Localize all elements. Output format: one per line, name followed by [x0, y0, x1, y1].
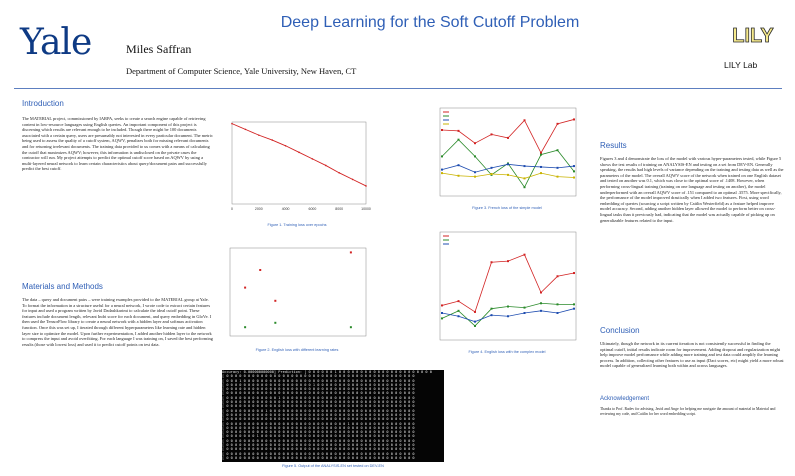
- output-line: [ 0 0 0 0 0 0 0 0 0 0 0 0 1 0 0 0 0 0 0 0 0 0 0 0 0 0 0 0 0 0 0 0 0 0 0 0 0 0 0 0 0 0 0 0: [222, 395, 415, 400]
- data-point: [338, 172, 340, 174]
- author-name: Miles Saffran: [126, 42, 192, 56]
- series-red-point: [458, 130, 460, 132]
- series-yellow-point: [573, 177, 575, 179]
- figure-2-chart: [222, 242, 372, 342]
- series-red-point: [540, 291, 542, 293]
- series-red-point: [491, 133, 493, 135]
- series-blue-line: [442, 164, 574, 172]
- series-red-point: [458, 300, 460, 302]
- series-yellow-point: [540, 172, 542, 174]
- series-red-point: [474, 142, 476, 144]
- acknowledgement-text: Thanks to Prof. Radev for advising, Javid and Ange for helping me navigate the amount of material in Material and reviewing my code, and Caitlin for her word embedding script.: [600, 407, 776, 416]
- results-text: Figures 3 and 4 demonstrate the loss of the model with various hyper-parameters tested, while Figure 5 shows the test results of training on ANALYSIS-EN and testing on a set from DEV-EN. Generally speaking, the results had high levels of variance depending on the training and testing data as well as the parameters of the model. The overall AQWV score of the network when trained on one English dataset and tested on another was 0.1, which was close to the optimal score of .1408. However, when performing cross-lingual training (training on one language and testing on another), the model underperformed with an overall AQWV score of .151 compared to an optimal .3575. More specifically, the performance of the model improved drastically when I added two features. First, using word embedding of queries (sourcing a script written by Caitlin Westerfield) as a feature helped improve model accuracy. Second, adding another hidden layer allowed the model to perform better on cross-lingual tasks than it previously had, indicating that the model was actually capable of picking up on generalizable features related to the input.: [600, 156, 784, 223]
- output-line: [ 0 0 0 0 0 0 0 0 0 0 0 0 0 0 0 0 0 0 0 0 0 0 0 0 0 0 0 0 0 0 0 0 0 0 0 0 0 0 0 0 0 0 0 0: [222, 391, 415, 396]
- lab-name: LILY Lab: [724, 60, 758, 70]
- intro-heading: Introduction: [22, 99, 64, 108]
- output-line: [ 0 0 0 0 0 0 0 0 0 0 0 0 0 0 0 0 0 0 0 0 0 0 0 0 0 0 0 0 0 0 0 0 0 0 0 0 0 0 0 0 0 0 0 0: [222, 438, 415, 443]
- conclusion-heading: Conclusion: [600, 326, 640, 335]
- series-yellow-point: [557, 176, 559, 178]
- output-line: [ 0 0 0 0 0 0 0 0 0 0 0 0 0 0 0 0 0 0 0 0 1 0 0 0 0 0 0 0 0 0 0 0 0 0 0 0 0 0 0 0 0 0 0 0: [222, 382, 415, 387]
- series-green-point: [524, 186, 526, 188]
- figure-1-chart: [222, 116, 372, 216]
- x-tick-label: 10000: [361, 207, 371, 211]
- output-line: [ 0 0 0 0 0 0 0 0 0 0 0 0 0 0 0 0 0 0 0 0 0 0 0 0 0 0 0 0 0 0 0 0 0 0 0 0 0 0 0 0 0 0 0 0: [222, 387, 415, 392]
- series-green-point: [458, 310, 460, 312]
- series-yellow-point: [458, 175, 460, 177]
- intro-text: The MATERIAL project, commissioned by IARPA, seeks to create a search engine capable of retrieving content in low-resource languages using English queries. An important component of this project is discerning which results are relevant enough to be included. Though there might be 100 documents associated with a certain query, users are presumably not interested in every particular document. The metric being used to assess the quality of a cutoff system, AQWV, penalizes both for missing relevant documents and for returning irrelevant documents. The training data provided to us comes with a means of calculating the cutoff that maximizes AQWV; however, this information is undisclosed on the private cases the contractor will run. My project attempts to predict the optimal cutoff score based on AQWV by using a multi-layered neural network to learn certain characteristics about query/document pairs and successfully predict the best cutoff.: [22, 116, 213, 172]
- data-point: [271, 139, 273, 141]
- figure-4-caption: Figure 4. English loss with the complex model: [468, 350, 546, 354]
- plot-frame: [232, 122, 366, 204]
- results-heading: Results: [600, 141, 627, 150]
- data-point-green: [274, 322, 276, 324]
- output-line: [ 0 0 0 0 0 0 0 0 0 0 0 0 0 0 0 0 0 0 0 0 0 0 0 0 0 0 0 0 0 0 0 0 0 0 0 0 0 0 0 0 0 0 0 0: [222, 430, 415, 435]
- series-red-point: [507, 260, 509, 262]
- figure-5-output: [222, 370, 444, 462]
- series-line: [232, 124, 366, 186]
- data-point-green: [244, 326, 246, 328]
- data-point: [365, 185, 367, 187]
- series-blue-point: [441, 312, 443, 314]
- series-blue-point: [557, 312, 559, 314]
- data-point: [258, 134, 260, 136]
- series-blue-point: [573, 308, 575, 310]
- series-green-point: [441, 155, 443, 157]
- lily-logo-text: LILY: [732, 25, 774, 47]
- figure-2-caption: Figure 2. English loss with different learning rates: [255, 348, 339, 352]
- data-point-red: [259, 269, 261, 271]
- series-blue-point: [507, 315, 509, 317]
- data-point: [231, 123, 233, 125]
- series-green-point: [524, 307, 526, 309]
- series-red-line: [442, 119, 574, 152]
- output-line: [ 0 0 0 0 0 0 0 0 0 0 0 0 0 0 0 0 0 0 0 0 0 0 0 0 0 0 0 0 0 0 0 0 0 0 0 0 0 0 0 0 0 0 0 0: [222, 374, 415, 379]
- figure-4-chart: [432, 226, 582, 346]
- data-point-red: [350, 251, 352, 253]
- x-tick-label: 2000: [254, 207, 263, 211]
- data-point: [325, 165, 327, 167]
- output-line: [ 0 0 0 0 0 0 0 0 0 0 0 0 0 0 0 0 0 0 0 0 0 0 0 0 0 0 0 0 0 0 0 0 0 0 0 0 0 0 0 0 0 0 0 0: [222, 400, 415, 405]
- series-green-point: [507, 306, 509, 308]
- affiliation: Department of Computer Science, Yale University, New Haven, CT: [126, 66, 357, 76]
- x-tick-label: 8000: [335, 207, 344, 211]
- series-blue-point: [540, 310, 542, 312]
- series-red-point: [474, 311, 476, 313]
- series-green-point: [458, 139, 460, 141]
- data-point: [298, 152, 300, 154]
- series-green-point: [557, 303, 559, 305]
- series-blue-point: [491, 314, 493, 316]
- series-green-point: [441, 317, 443, 319]
- series-red-line: [442, 255, 574, 312]
- series-red-point: [524, 254, 526, 256]
- series-red-point: [491, 261, 493, 263]
- series-green-point: [540, 154, 542, 156]
- x-tick-label: 4000: [281, 207, 290, 211]
- output-line: Accuracy: 0.000000000000] Prediction: [ 0 0 0 0 0 0 1 0 0 0 0 0 0 0 0 0 0 0 0 0 0 0 0 0 0 0 0 0 0: [222, 370, 432, 374]
- plot-frame: [230, 248, 366, 336]
- output-line: [ 0 0 0 0 0 0 0 0 0 0 0 0 0 0 0 0 0 0 0 0 0 0 0 0 0 0 0 0 0 0 0 0 0 0 0 0 0 0 0 0 0 0 0 0: [222, 425, 415, 430]
- series-blue-line: [442, 309, 574, 322]
- output-line: [ 0 0 0 0 0 0 0 0 0 0 0 0 0 0 0 0 0 0 0 0 0 0 0 0 0 0 0 0 0 0 0 0 0 0 0 0 0 0 0 0 0 0 0 0: [222, 404, 415, 409]
- yale-logo: Yale: [20, 22, 92, 63]
- series-blue-point: [474, 171, 476, 173]
- poster-title: Deep Learning for the Soft Cutoff Problem: [280, 14, 580, 31]
- output-line: [ 0 0 0 0 0 0 0 0 0 0 0 0 0 0 0 0 0 0 0 0 0 0 0 0 0 0 0 0 0 0 0 0 0 0 0 0 0 0 0 0 0 0 0 0: [222, 417, 415, 422]
- figure-1-caption: Figure 1. Training loss over epochs: [267, 223, 327, 227]
- series-red-point: [573, 118, 575, 120]
- series-green-point: [491, 308, 493, 310]
- figure-3-caption: Figure 3. French loss of the simple model: [472, 206, 542, 210]
- series-blue-point: [458, 164, 460, 166]
- series-blue-point: [540, 166, 542, 168]
- series-green-point: [540, 302, 542, 304]
- series-blue-point: [441, 169, 443, 171]
- series-red-point: [557, 123, 559, 125]
- series-green-point: [474, 325, 476, 327]
- series-red-point: [441, 304, 443, 306]
- x-tick-label: 0: [231, 207, 233, 211]
- series-blue-point: [474, 321, 476, 323]
- output-line: [ 0 0 0 0 0 0 0 0 0 0 0 0 0 0 0 0 0 0 0 0 0 0 0 0 0 0 0 0 0 0 0 0 0 0 0 0 0 0 0 0 0 0 0 0: [222, 443, 415, 448]
- output-line: [ 0 0 0 0 0 0 0 0 0 0 0 0 0 0 0 0 0 0 0 0 0 0 0 0 0 0 0 0 0 0 0 0 0 0 0 0 0 0 0 0 0 0 0 0: [222, 447, 415, 452]
- series-green-point: [573, 303, 575, 305]
- lily-logo: [724, 22, 782, 48]
- data-point: [312, 158, 314, 160]
- series-red-point: [557, 275, 559, 277]
- series-red-point: [441, 129, 443, 131]
- acknowledgement-heading: Acknowledgement: [600, 396, 650, 402]
- x-tick-label: 6000: [308, 207, 317, 211]
- series-blue-point: [491, 167, 493, 169]
- output-line: [ 0 0 0 0 0 0 0 0 0 0 0 0 0 0 0 0 0 0 0 0 0 0 0 0 0 0 0 0 1 0 0 0 0 0 0 0 0 0 0 0 0 0 0 0: [222, 421, 415, 426]
- series-blue-point: [524, 312, 526, 314]
- conclusion-text: Ultimately, though the network in its current iteration is not consistently successful in finding the optimal cutoff, initial results indicate room for improvement. Adding dropout and regularization might help improve model performance while adding more training and test data could amplify the learning process. In addition, collecting other features to use as input (Dact scores, etc) might yield a more robust model capable of generalized learning both within and across languages.: [600, 341, 784, 369]
- header-divider: [14, 88, 782, 89]
- series-blue-point: [507, 163, 509, 165]
- series-yellow-point: [474, 176, 476, 178]
- series-red-point: [507, 137, 509, 139]
- methods-heading: Materials and Methods: [22, 282, 103, 291]
- data-point-red: [244, 287, 246, 289]
- output-line: [ 0 0 0 0 0 0 0 0 0 0 0 0 0 0 0 0 0 0 0 0 0 0 0 0 0 0 0 0 0 0 0 0 0 0 0 0 0 0 0 0 0 0 0 0: [222, 451, 415, 456]
- output-line: [ 0 0 0 0 0 0 0 0 0 1 0 0 0 0 0 0 0 0 0 0 0 0 0 0 0 0 0 0 0 0 0 0 0 0 0 0 0 0 0 0 0 0 0 0: [222, 408, 415, 413]
- output-line: [ 0 0 0 0 0 0 0 0 0 0 0 0 0 0 0 0 0 0 0 0 0 0 0 0 0 0 0 0 0 0 0 0 0 0 0 0 0 0 0 0 0 0 0 0: [222, 455, 415, 460]
- data-point: [245, 129, 247, 131]
- figure-5-caption: Figure 5. Output of the ANALYSIS-EN set tested on DEV-EN: [282, 464, 384, 468]
- series-red-point: [524, 119, 526, 121]
- series-red-point: [573, 272, 575, 274]
- series-red-point: [540, 152, 542, 154]
- output-line: [ 0 0 0 1 0 0 0 0 0 0 0 0 0 0 0 0 0 0 0 0 0 0 0 0 0 0 0 0 0 0 0 0 0 0 0 0 0 0 0 0 0 0 0 0: [222, 378, 415, 383]
- series-yellow-point: [524, 177, 526, 179]
- output-line: [ 0 0 0 0 0 0 0 0 0 0 0 0 0 0 0 0 0 0 0 0 0 0 0 0 0 0 0 0 0 0 0 0 0 0 0 0 0 0 0 0 0 0 0 0: [222, 412, 415, 417]
- series-blue-point: [524, 165, 526, 167]
- figure-3-chart: [432, 102, 582, 202]
- series-green-point: [557, 149, 559, 151]
- series-blue-point: [458, 315, 460, 317]
- series-green-point: [573, 170, 575, 172]
- plot-frame: [440, 232, 576, 340]
- series-green-point: [474, 155, 476, 157]
- series-blue-point: [557, 167, 559, 169]
- series-yellow-point: [491, 173, 493, 175]
- methods-text: The data – query and document pairs – were training examples provided to the MATERIAL group at Yale. To format the information in a structure useful for a neural network, I wrote code to extract certain features for input and used a program written by Javid Dadashkarimi to calculate the ideal cutoff point. These features include document length, relevant Indri score for each document, and query embedding in GloVe. I then used the TensorFlow library to create a neural network with a hidden layer and softmax activation function. Once this was set up, I iterated through different hyperparameters like learning rate and hidden layer size to optimize the model. Upon further experimentation, I added another hidden layer to the network to compress the input and avoid overfitting. For each language I was training on, I saved the best performing results (those with lowest loss) and used it to predict cutoff points on test data.: [22, 297, 213, 347]
- series-blue-point: [573, 165, 575, 167]
- series-yellow-point: [441, 172, 443, 174]
- data-point-red: [274, 300, 276, 302]
- data-point: [352, 179, 354, 181]
- data-point: [285, 145, 287, 147]
- output-line: [ 0 0 0 0 0 0 0 1 0 0 0 0 0 0 0 0 0 0 0 0 0 0 0 0 0 0 0 0 0 0 0 0 0 0 0 0 0 0 0 0 0 0 0 0: [222, 434, 415, 439]
- data-point-green: [350, 326, 352, 328]
- series-yellow-point: [507, 174, 509, 176]
- plot-frame: [440, 108, 576, 196]
